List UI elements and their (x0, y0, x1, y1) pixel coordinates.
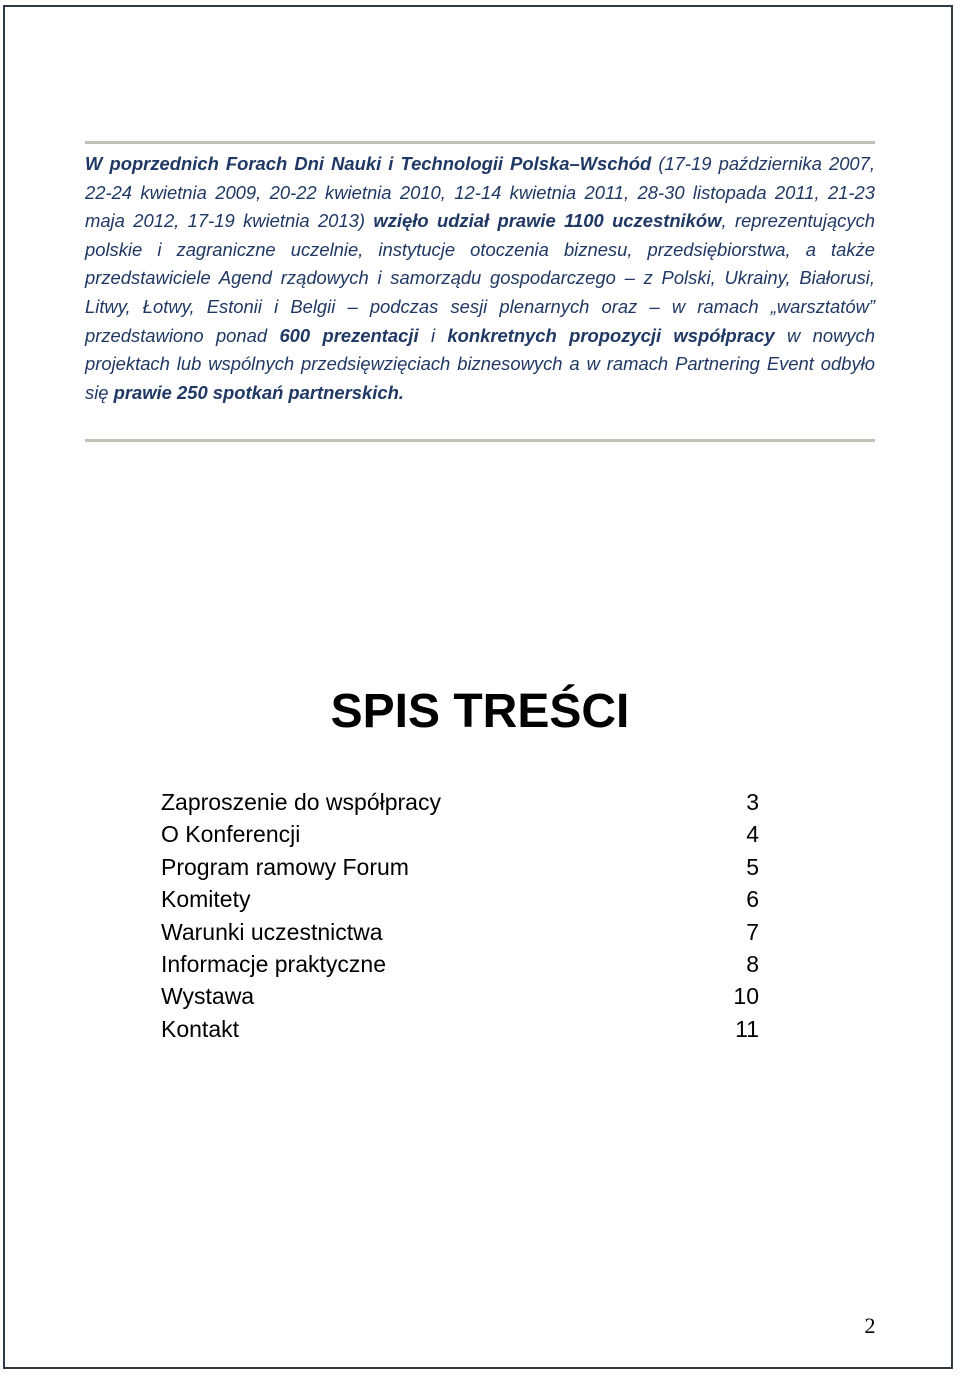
toc-entry-about[interactable] (161, 818, 761, 850)
toc-entry-label: Informacje praktyczne (161, 950, 386, 977)
toc-title: SPIS TREŚCI (330, 685, 630, 738)
toc-entry-label: Komitety (161, 886, 251, 913)
table-of-contents (161, 786, 761, 1045)
toc-entry-label: Zaproszenie do współpracy (161, 789, 441, 815)
intro-segment: konkretnych propozycji współpracy (447, 324, 775, 346)
toc-entry-contact[interactable] (161, 1013, 761, 1045)
toc-entry-page: 10 (733, 983, 759, 1010)
toc-entry-label: Program ramowy Forum (161, 853, 409, 880)
toc-entry-participation[interactable] (161, 916, 761, 948)
toc-entry-page: 3 (746, 789, 759, 815)
toc-entry-label: Warunki uczestnictwa (161, 918, 383, 945)
bottom-divider (85, 439, 875, 442)
intro-segment: prawie 250 spotkań partnerskich. (113, 381, 404, 403)
toc-entry-label: Wystawa (161, 983, 255, 1010)
page-number: 2 (864, 1313, 876, 1338)
intro-segment: , reprezentujących polskie i zagraniczne uczelnie, instytucje otoczenia biznesu, przedsiębiorstwa, a także przedstawiciele Agend rządowych i samorządu gospodarczego – z Polski, Ukrainy, Białorusi, Litwy, Łotwy, Estonii i Belgii – podczas sesji plenarnych oraz – w ramach „warsztatów” przedstawiono ponad (85, 210, 875, 346)
intro-segment: w nowych projektach lub wspólnych przedsięwzięciach biznesowych a w ramach Partnering Event odbyło się (85, 324, 875, 403)
intro-segment: i (418, 324, 448, 346)
toc-entry-practical-info[interactable] (161, 948, 761, 980)
top-divider (85, 141, 875, 144)
intro-segment: 600 prezentacji (279, 324, 419, 346)
toc-entry-committees[interactable] (161, 883, 761, 915)
toc-entry-page: 4 (746, 821, 759, 848)
intro-segment: wzięło udział prawie 1100 uczestników (373, 210, 722, 232)
toc-entry-page: 11 (735, 1015, 759, 1042)
toc-entry-invitation[interactable] (161, 786, 761, 818)
toc-entry-page: 7 (746, 918, 759, 945)
toc-entry-exhibition[interactable] (161, 980, 761, 1012)
toc-entry-page: 5 (746, 853, 759, 880)
intro-segment: W poprzednich Forach Dni Nauki i Technologii Polska–Wschód (85, 153, 652, 174)
toc-entry-label: O Konferencji (161, 821, 301, 848)
toc-entry-page: 8 (746, 950, 759, 977)
toc-entry-page: 6 (746, 886, 759, 913)
toc-entry-label: Kontakt (161, 1015, 239, 1042)
toc-entry-program[interactable] (161, 851, 761, 883)
intro-segment: (17-19 października 2007, 22-24 kwietnia 2009, 20-22 kwietnia 2010, 12-14 kwietnia 2011, 28-30 listopada 2011, 21-23 maja 2012, 17-19 kwietnia 2013) (85, 153, 875, 232)
intro-paragraph (85, 150, 875, 407)
